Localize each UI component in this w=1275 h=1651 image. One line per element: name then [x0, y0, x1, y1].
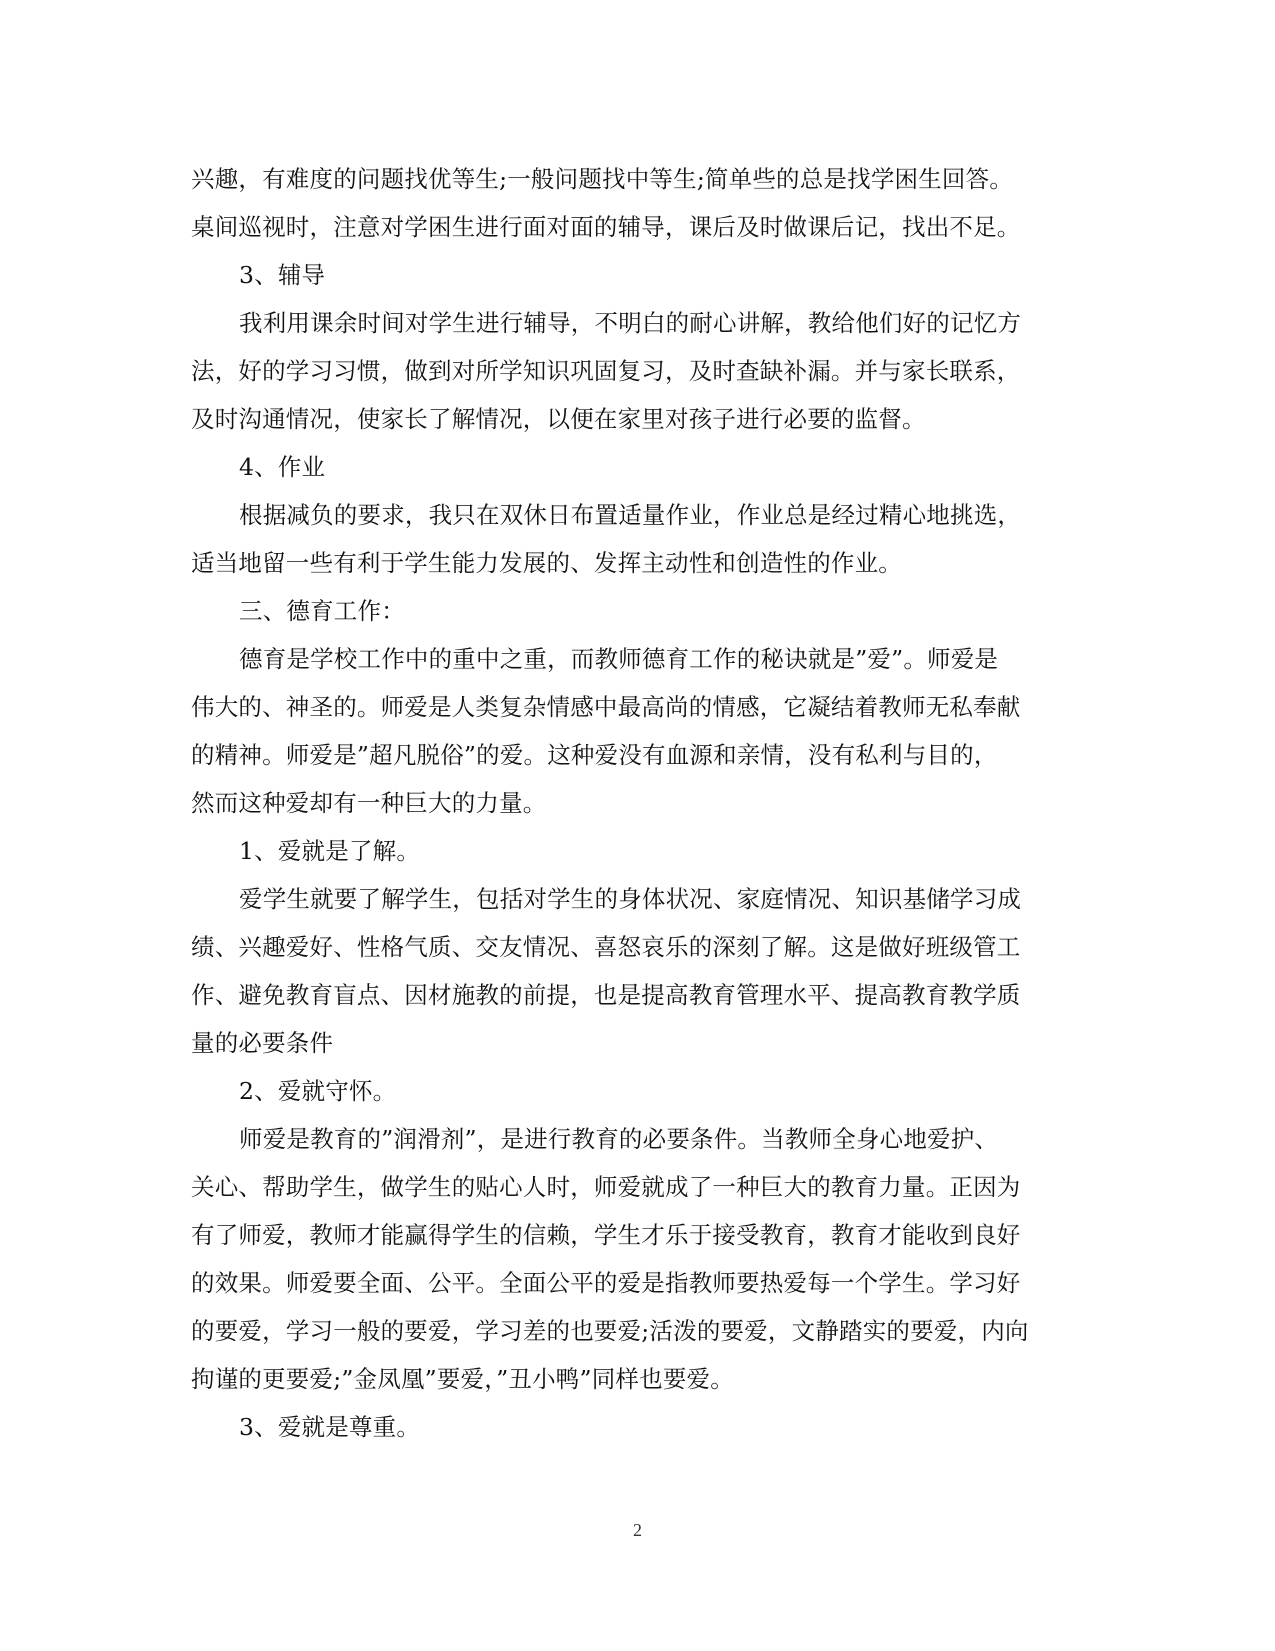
body-line: 师爱是教育的”润滑剂”，是进行教育的必要条件。当教师全身心地爱护、	[239, 1125, 999, 1153]
body-line: 拘谨的更要爱;”金凤凰”要爱，”丑小鸭”同样也要爱。	[191, 1365, 734, 1393]
body-line: 爱学生就要了解学生，包括对学生的身体状况、家庭情况、知识基储学习成	[239, 885, 1022, 913]
body-line: 作、避免教育盲点、因材施教的前提，也是提高教育管理水平、提高教育教学质	[191, 981, 1021, 1009]
section-heading: 4、作业	[239, 453, 326, 481]
body-line: 绩、兴趣爱好、性格气质、交友情况、喜怒哀乐的深刻了解。这是做好班级管工	[191, 933, 1021, 961]
section-heading: 3、辅导	[239, 261, 326, 289]
body-line: 关心、帮助学生，做学生的贴心人时，师爱就成了一种巨大的教育力量。正因为	[191, 1173, 1021, 1201]
section-heading: 3、爱就是尊重。	[239, 1413, 421, 1441]
document-body	[191, 155, 1086, 1451]
body-line: 德育是学校工作中的重中之重，而教师德育工作的秘诀就是”爱”。师爱是	[239, 645, 999, 673]
body-line: 伟大的、神圣的。师爱是人类复杂情感中最高尚的情感，它凝结着教师无私奉献	[191, 693, 1021, 721]
body-line: 及时沟通情况，使家长了解情况，以便在家里对孩子进行必要的监督。	[191, 405, 926, 433]
body-line: 法，好的学习习惯，做到对所学知识巩固复习，及时查缺补漏。并与家长联系，	[191, 357, 1021, 385]
section-heading: 1、爱就是了解。	[239, 837, 421, 865]
body-line: 桌间巡视时，注意对学困生进行面对面的辅导，课后及时做课后记，找出不足。	[191, 213, 1021, 241]
body-line: 适当地留一些有利于学生能力发展的、发挥主动性和创造性的作业。	[191, 549, 902, 577]
page-number: 2	[633, 1520, 642, 1540]
body-line: 兴趣，有难度的问题找优等生;一般问题找中等生;简单些的总是找学困生回答。	[191, 165, 1014, 193]
body-line: 的精神。师爱是”超凡脱俗”的爱。这种爱没有血源和亲情，没有私利与目的，	[191, 741, 998, 769]
body-line: 根据减负的要求，我只在双休日布置适量作业，作业总是经过精心地挑选，	[239, 501, 1022, 529]
body-line: 然而这种爱却有一种巨大的力量。	[191, 789, 547, 817]
body-line: 有了师爱，教师才能赢得学生的信赖，学生才乐于接受教育，教育才能收到良好	[191, 1221, 1021, 1249]
section-heading: 2、爱就守怀。	[239, 1077, 397, 1105]
body-line: 我利用课余时间对学生进行辅导，不明白的耐心讲解，教给他们好的记忆方	[239, 309, 1022, 337]
section-heading: 三、德育工作：	[239, 597, 405, 625]
body-line: 的效果。师爱要全面、公平。全面公平的爱是指教师要热爱每一个学生。学习好	[191, 1269, 1021, 1297]
body-line: 的要爱，学习一般的要爱，学习差的也要爱;活泼的要爱，文静踏实的要爱，内向	[191, 1317, 1029, 1345]
body-line: 量的必要条件	[191, 1029, 334, 1057]
